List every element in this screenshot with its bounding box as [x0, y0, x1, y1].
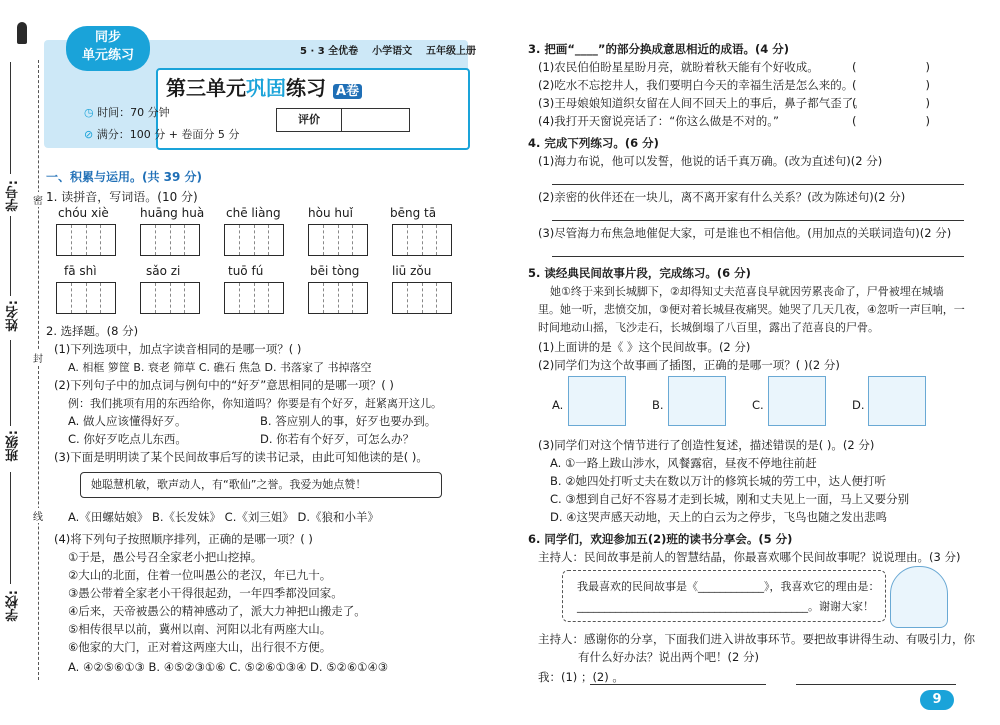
answer-line[interactable] [590, 684, 766, 685]
answer-grid[interactable] [392, 282, 452, 314]
q2-4-item-5: ⑤相传很早以前，冀州以南、河阳以北有两座大山。 [68, 622, 332, 636]
answer-paren[interactable]: ( ) [852, 96, 930, 110]
q6-answer: 我：(1) ；(2) 。 [538, 670, 624, 684]
pinyin-4: hòu huǐ [308, 206, 353, 220]
clock-icon: ◷ [84, 106, 94, 119]
q5-heading: 5. 读经典民间故事片段，完成练习。(6 分) [528, 266, 751, 280]
student-no-line [10, 62, 11, 174]
q3-3: (3)王母娘娘知道织女留在人间不回天上的事后，鼻子都气歪了。 [538, 96, 865, 110]
q5-1: (1)上面讲的是《 》这个民间故事。(2 分) [538, 340, 751, 354]
pic-label-d: D. [852, 398, 865, 412]
book-meta: 5 · 3 全优卷 小学语文 五年级上册 [300, 46, 477, 57]
q5-2: (2)同学们为这个故事画了插图，正确的是哪一项？( )(2 分) [538, 358, 840, 372]
q4-3: (3)尽管海力布焦急地催促大家，可是谁也不相信他。(用加点的关联词造句)(2 分) [538, 226, 952, 240]
illustration-d[interactable] [868, 376, 926, 426]
q1-heading: 1. 读拼音，写词语。(10 分) [46, 190, 198, 204]
answer-grid[interactable] [224, 282, 284, 314]
seal-word-mi: 密 [33, 192, 43, 207]
answer-grid[interactable] [392, 224, 452, 256]
q6-host-1: 主持人：民间故事是前人的智慧结晶，你最喜欢哪个民间故事呢？说说理由。(3 分) [538, 550, 961, 564]
q2-3-options: A.《田螺姑娘》 B.《长发妹》 C.《刘三姐》 D.《狼和小羊》 [68, 510, 380, 524]
name-line [10, 216, 11, 296]
q2-4-item-2: ②大山的北面，住着一位叫愚公的老汉，年已九十。 [68, 568, 332, 582]
rocket-icon [17, 22, 27, 44]
q3-1: (1)农民伯伯盼星星盼月亮，就盼着秋天能有个好收成。 [538, 60, 819, 74]
q5-3-d: D. ④这哭声感天动地，天上的白云为之停步，飞鸟也随之发出悲鸣 [550, 510, 887, 524]
illustration-row [552, 376, 962, 432]
q2-4-item-3: ③愚公带着全家老小干得很起劲，一年四季都没回家。 [68, 586, 343, 600]
q2-4: (4)将下列句子按照顺序排列，正确的是哪一项？( ) [54, 532, 313, 546]
a-tag: A卷 [333, 84, 362, 99]
q6-host-2: 主持人：感谢你的分享，下面我们进入讲故事环节。要把故事讲得生动、有吸引力，你 [538, 632, 975, 646]
q3-2: (2)吃水不忘挖井人，我们要明白今天的幸福生活是怎么来的。 [538, 78, 854, 92]
answer-paren[interactable]: ( ) [852, 78, 930, 92]
q2-4-item-6: ⑥他家的大门，正对着这两座大山，出行很不方便。 [68, 640, 332, 654]
answer-grid[interactable] [140, 224, 200, 256]
answer-paren[interactable]: ( ) [852, 114, 930, 128]
answer-grid[interactable] [308, 224, 368, 256]
pic-label-c: C. [752, 398, 764, 412]
girl-illustration [890, 566, 948, 628]
answer-line[interactable] [552, 220, 964, 221]
answer-grid[interactable] [140, 282, 200, 314]
q5-passage-1: 她①终于来到长城脚下，②却得知丈夫范喜良早就因劳累丧命了，尸骨被埋在城墙 [550, 285, 944, 298]
pinyin-5: bēng tā [390, 206, 437, 220]
reading-note-box [80, 472, 442, 498]
score-info: ⊘ 满分：100 分 + 卷面分 5 分 [84, 128, 240, 141]
pinyin-1: chóu xiè [58, 206, 109, 220]
share-box-line-2: __________________________________________。谢谢大家！ [577, 600, 874, 613]
answer-grid[interactable] [308, 282, 368, 314]
reading-note-text: 她聪慧机敏，歌声动人，有“歌仙”之誉。我爱为她点赞！ [91, 478, 367, 491]
pic-label-b: B. [652, 398, 664, 412]
seal-word-feng: 封 [33, 350, 43, 365]
illustration-b[interactable] [668, 376, 726, 426]
binding-strip [0, 0, 44, 725]
q2-2-example: 例：我们挑项有用的东西给你，你知道吗？你要是有个好歹，赶紧离开这儿。 [68, 397, 442, 410]
q3-heading: 3. 把画“____”的部分换成意思相近的成语。(4 分) [528, 42, 790, 56]
q4-heading: 4. 完成下列练习。(6 分) [528, 136, 659, 150]
page-number: 9 [920, 690, 954, 710]
unit-badge: 同步 单元练习 [66, 26, 150, 71]
pinyin-9: bēi tòng [310, 264, 360, 278]
student-no-label: 学号: [6, 180, 21, 212]
pinyin-7: sǎo zi [146, 264, 181, 278]
q2-4-options: A. ④②⑤⑥①③ B. ④⑤②③①⑥ C. ⑤②⑥①③④ D. ⑤②⑥①④③ [68, 660, 389, 674]
seal-word-xian: 线 [33, 508, 43, 523]
answer-grid[interactable] [56, 224, 116, 256]
q5-passage-3: 时间地动山摇，飞沙走石，长城倒塌了八百里，露出了范喜良的尸骨。 [538, 321, 879, 334]
q5-3-a: A. ①一路上跋山涉水，风餐露宿，昼夜不停地往前赶 [550, 456, 817, 470]
class-label: 班级: [6, 430, 21, 462]
q2-heading: 2. 选择题。(8 分) [46, 324, 139, 338]
q2-4-item-4: ④后来，天帝被愚公的精神感动了，派大力神把山搬走了。 [68, 604, 366, 618]
q2-4-item-1: ①于是，愚公号召全家老小把山挖掉。 [68, 550, 263, 564]
pinyin-2: huāng huà [140, 206, 205, 220]
q2-1: (1)下列选项中，加点字读音相同的是哪一项？( ) [54, 342, 302, 356]
q2-2-c: C. 你好歹吃点儿东西。 [68, 432, 187, 446]
q6-heading: 6. 同学们，欢迎参加五(2)班的读书分享会。(5 分) [528, 532, 793, 546]
page-title: 第三单元巩固练习 A卷 [166, 72, 362, 101]
q2-1-options: A. 相框 箩筐 B. 衰老 筛草 C. 礁石 焦急 D. 书落家了 书掉落空 [68, 361, 372, 374]
grade-box [276, 108, 410, 132]
q4-2: (2)亲密的伙伴还在一块儿，离不离开家有什么关系？(改为陈述句)(2 分) [538, 190, 906, 204]
header-panel [44, 30, 477, 148]
time-info: ◷ 时间：70 分钟 [84, 106, 170, 119]
q3-4: (4)我打开天窗说亮话了：“你这么做是不对的。” [538, 114, 779, 128]
pinyin-6: fā shì [64, 264, 97, 278]
share-box [562, 570, 886, 622]
name-label: 姓名: [6, 300, 21, 332]
q2-2-d: D. 你若有个好歹，可怎么办？ [260, 432, 415, 446]
pinyin-8: tuō fú [228, 264, 264, 278]
seal-dashed-line [38, 60, 39, 680]
school-line [10, 472, 11, 584]
section-1-heading: 一、积累与运用。(共 39 分) [46, 170, 203, 184]
class-line [10, 340, 11, 426]
answer-line[interactable] [552, 256, 964, 257]
q5-passage-2: 里。她一听，悲愤交加，③便对着长城昼夜痛哭。她哭了几天几夜，④忽听一声巨响，一 [538, 303, 965, 316]
tian-grid-row-2 [56, 282, 476, 314]
right-column [528, 40, 975, 690]
q5-3-c: C. ③想到自己好不容易才走到长城，刚和丈夫见上一面，马上又要分别 [550, 492, 910, 506]
answer-line[interactable] [552, 184, 964, 185]
tian-grid-row-1 [56, 224, 476, 256]
share-box-line-1: 我最喜欢的民间故事是《____________》，我喜欢它的理由是： [577, 580, 880, 593]
q6-host-2b: 有什么好办法？说出两个吧！(2 分) [578, 650, 759, 664]
q5-3: (3)同学们对这个情节进行了创造性复述，描述错误的是( )。(2 分) [538, 438, 875, 452]
pic-label-a: A. [552, 398, 564, 412]
illustration-a[interactable] [568, 376, 626, 426]
q4-1: (1)海力布说，他可以发誓，他说的话千真万确。(改为直述句)(2 分) [538, 154, 883, 168]
q5-3-b: B. ②她四处打听丈夫在数以万计的修筑长城的劳工中，达人便打听 [550, 474, 887, 488]
pinyin-10: liū zǒu [392, 264, 432, 278]
pinyin-3: chē liàng [226, 206, 281, 220]
grade-label: 评价 [277, 109, 342, 131]
answer-grid[interactable] [56, 282, 116, 314]
q2-block [46, 322, 466, 682]
illustration-c[interactable] [768, 376, 826, 426]
q2-2-b: B. 答应别人的事，好歹也要办到。 [260, 414, 437, 428]
check-icon: ⊘ [84, 128, 94, 141]
q2-2-a: A. 做人应该懂得好歹。 [68, 414, 187, 428]
q2-3: (3)下面是明明读了某个民间故事后写的读书记录，由此可知他读的是( )。 [54, 450, 428, 464]
answer-line[interactable] [796, 684, 956, 685]
answer-paren[interactable]: ( ) [852, 60, 930, 74]
answer-grid[interactable] [224, 224, 284, 256]
school-label: 学校: [6, 590, 21, 622]
q2-2: (2)下列句子中的加点词与例句中的“好歹”意思相同的是哪一项？( ) [54, 378, 394, 392]
